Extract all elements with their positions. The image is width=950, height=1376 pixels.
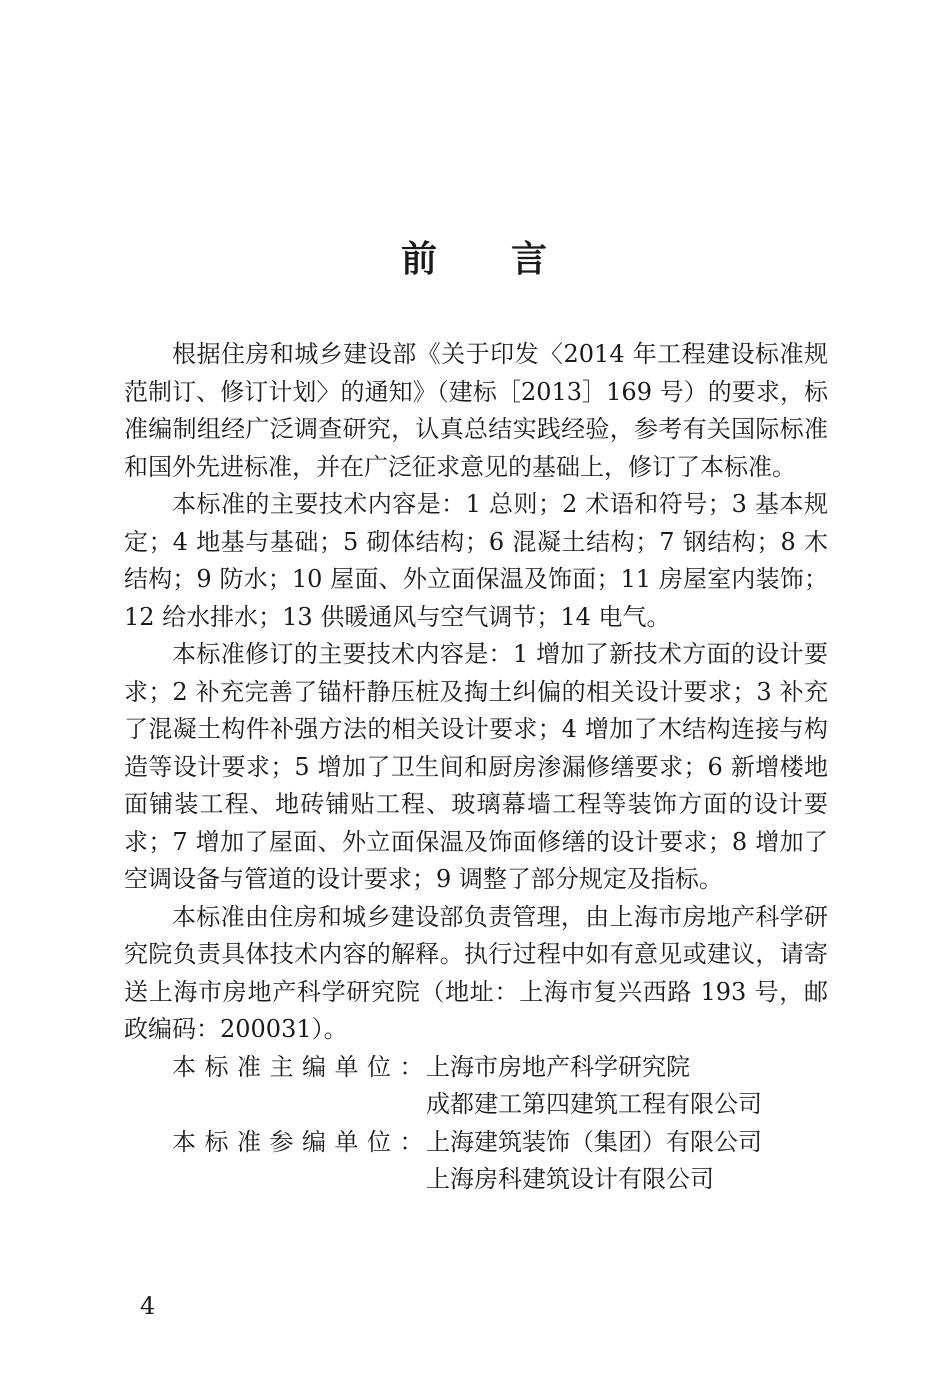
paragraph-main-content: 本标准的主要技术内容是：1 总则；2 术语和符号；3 基本规定；4 地基与基础；5 砌体结构；6 混凝土结构；7 钢结构；8 木结构；9 防水；10 屋面、外立面保温及饰面；11 房屋室内装饰；12 给水排水；13 供暖通风与空气调节；14 电气。 (124, 490, 828, 631)
foreword-body (124, 336, 828, 1199)
page-title (0, 232, 950, 288)
unit-name: 上海房科建筑设计有限公司 (426, 1165, 714, 1193)
unit-names (426, 1124, 828, 1199)
unit-label: 本标准参编单位： (172, 1127, 432, 1156)
unit-name: 上海建筑装饰（集团）有限公司 (426, 1127, 762, 1156)
unit-name: 上海市房地产科学研究院 (426, 1052, 690, 1081)
editing-units (124, 1049, 828, 1199)
page-number: 4 (140, 1292, 156, 1320)
title-char-2: 言 (511, 239, 550, 280)
paragraph-revision-content: 本标准修订的主要技术内容是：1 增加了新技术方面的设计要求；2 补充完善了锚杆静压桩及掏土纠偏的相关设计要求；3 补充了混凝土构件补强方法的相关设计要求；4 增加了木结构连接与构造等设计要求；5 增加了卫生间和厨房渗漏修缮要求；6 新增楼地面铺装工程、地砖铺贴工程、玻璃幕墙工程等装饰方面的设计要求；7 增加了屋面、外立面保温及饰面修缮的设计要求；8 增加了空调设备与管道的设计要求；9 调整了部分规定及指标。 (124, 640, 828, 893)
unit-label: 本标准主编单位： (172, 1052, 432, 1081)
chief-editor-units (172, 1049, 828, 1124)
title-char-1: 前 (400, 239, 439, 280)
participating-units (172, 1124, 828, 1199)
paragraph-basis: 根据住房和城乡建设部《关于印发〈2014 年工程建设标准规范制订、修订计划〉的通知》（建标［2013］169 号）的要求，标准编制组经广泛调查研究，认真总结实践经验，参考有关国际标准和国外先进标准，并在广泛征求意见的基础上，修订了本标准。 (124, 340, 828, 481)
unit-names (426, 1049, 828, 1124)
unit-name: 成都建工第四建筑工程有限公司 (426, 1090, 762, 1118)
paragraph-management: 本标准由住房和城乡建设部负责管理，由上海市房地产科学研究院负责具体技术内容的解释。执行过程中如有意见或建议，请寄送上海市房地产科学研究院（地址：上海市复兴西路 193 号，邮政编码：200031）。 (124, 902, 828, 1043)
